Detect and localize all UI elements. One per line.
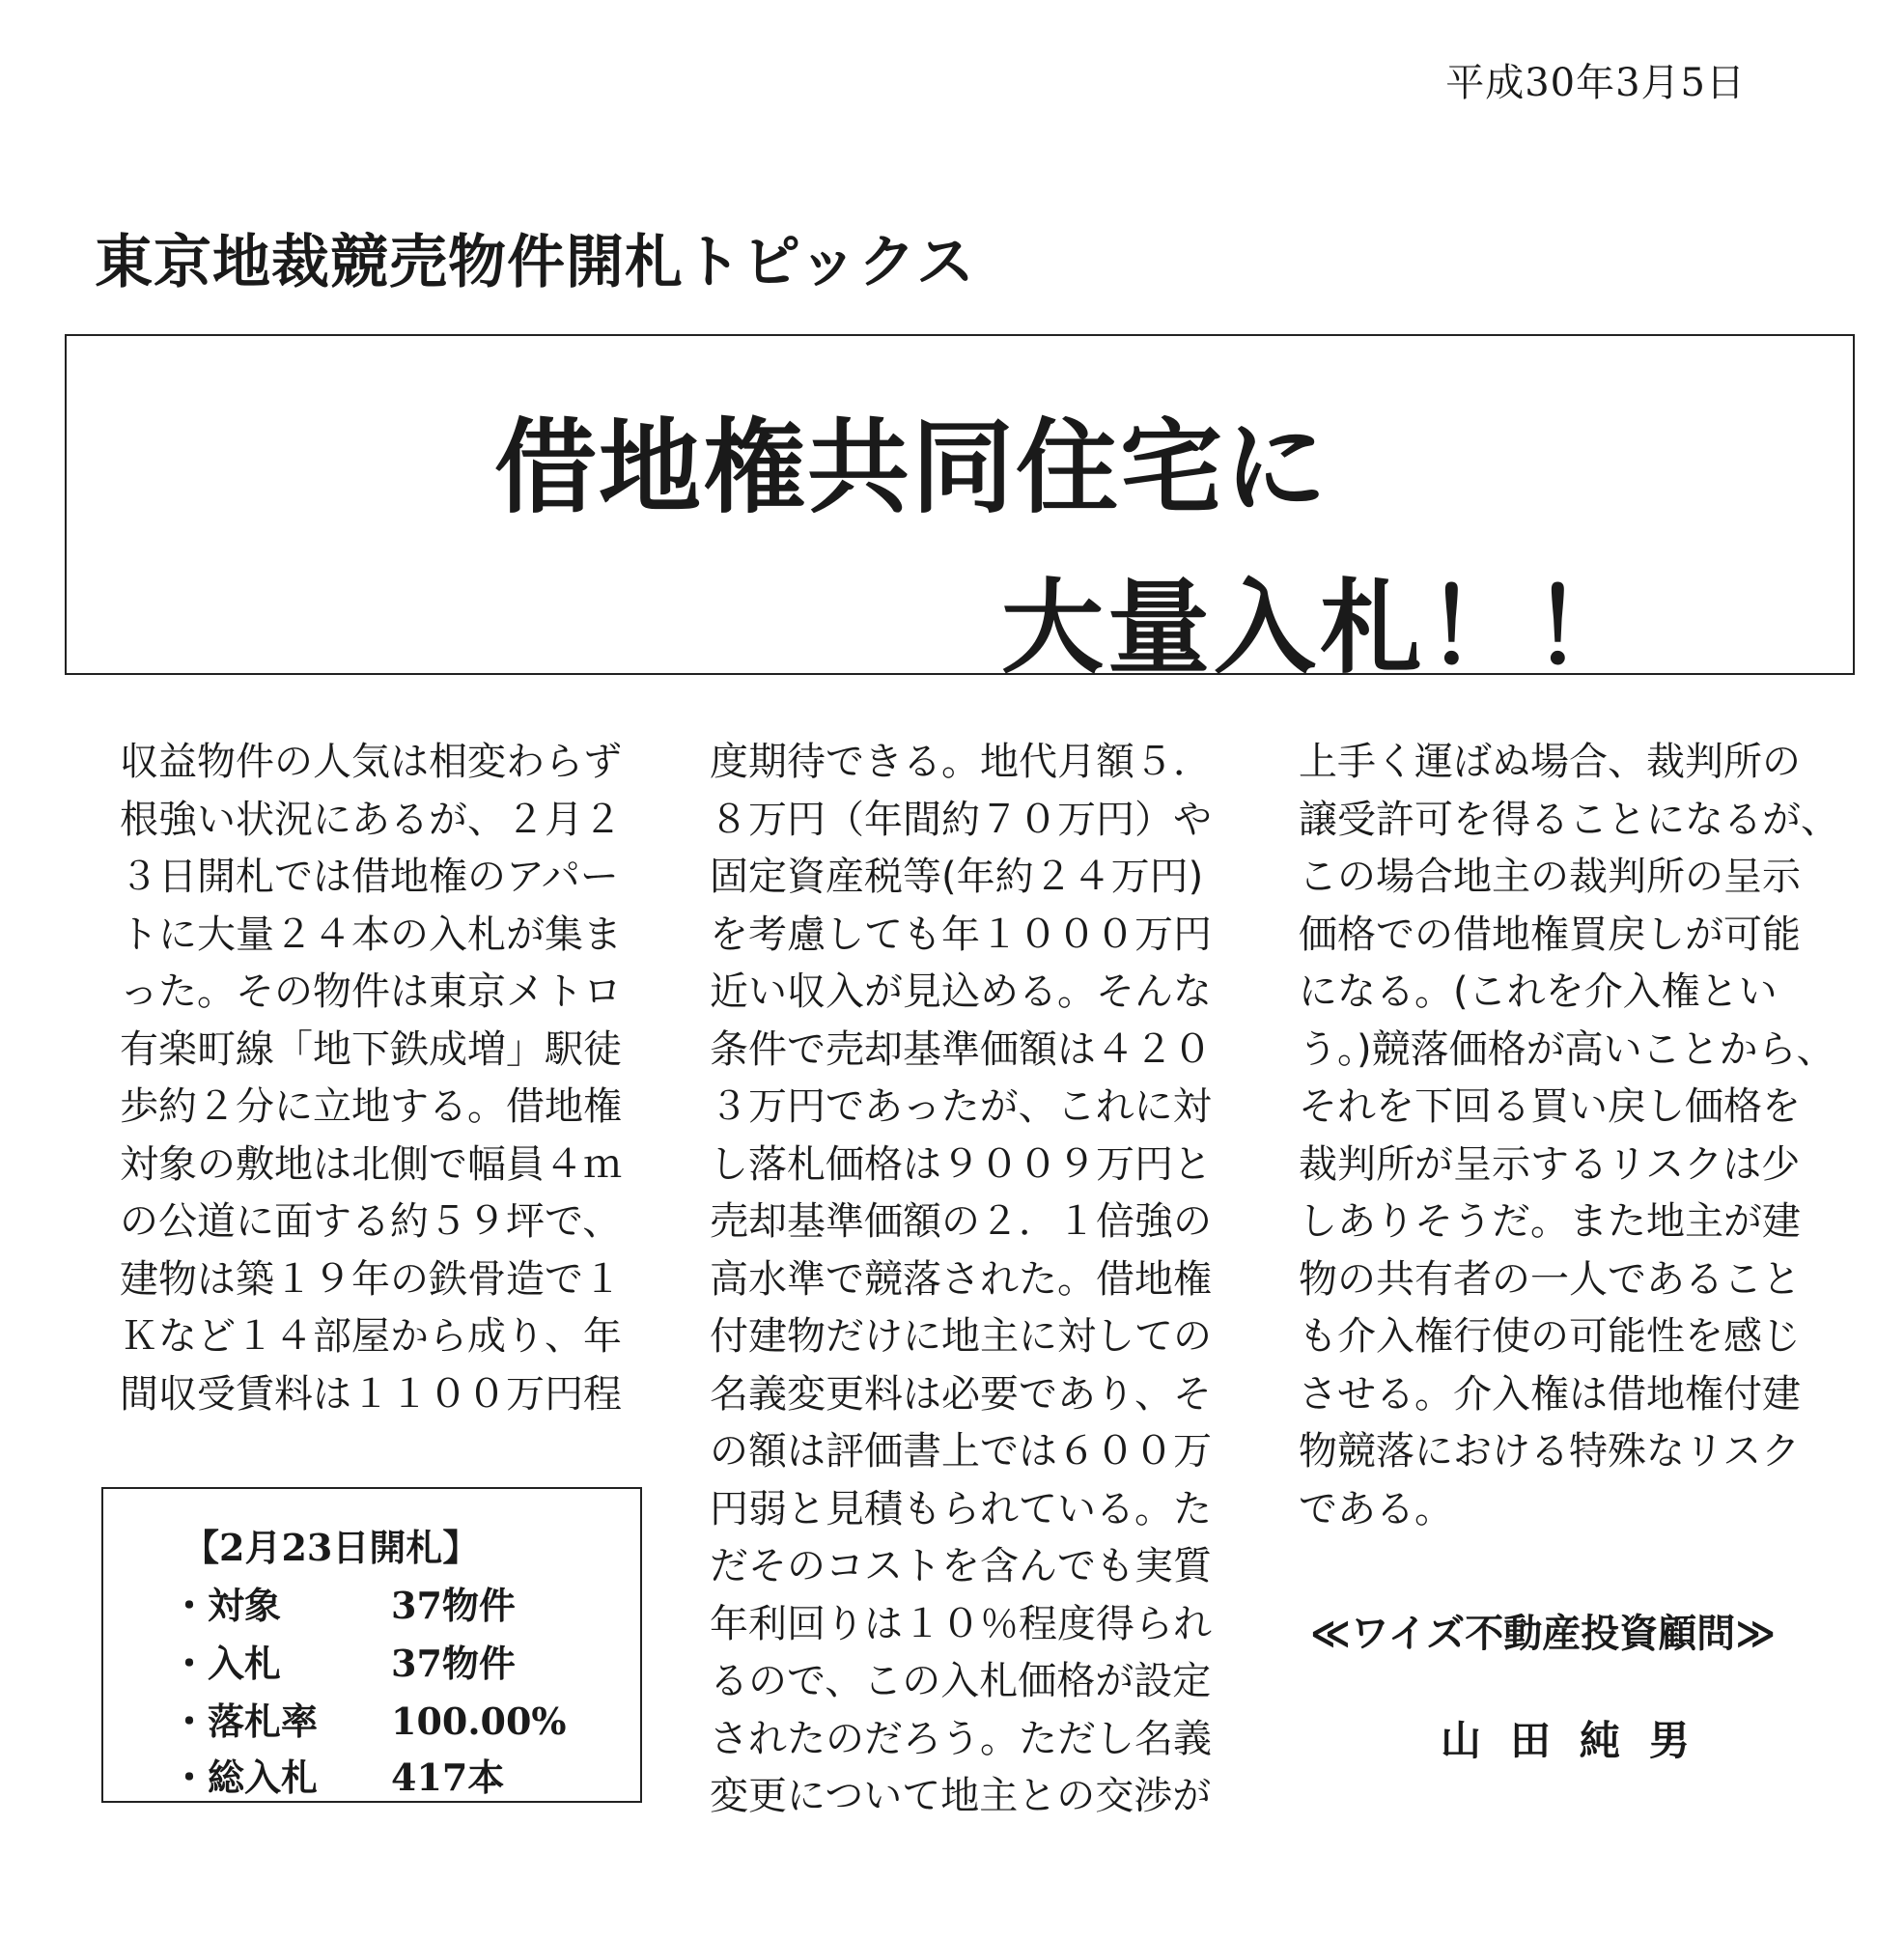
article-line: 譲受許可を得ることになるが、 (1299, 797, 1839, 842)
article-column-1 (120, 734, 622, 1423)
article-line: を考慮しても年１０００万円 (710, 912, 1212, 957)
article-line: ８万円（年間約７０万円）や (710, 797, 1212, 842)
article-line: トに大量２４本の入札が集ま (120, 912, 622, 957)
article-line: 近い収入が見込める。そんな (710, 969, 1212, 1014)
stats-value: 100.00% (391, 1699, 567, 1743)
article-column-2 (710, 734, 1212, 1826)
article-line: 対象の敷地は北側で幅員４ｍ (120, 1141, 622, 1187)
article-line: の公道に面する約５９坪で、 (120, 1199, 622, 1244)
article-line: った。その物件は東京メトロ (120, 969, 622, 1014)
article-line: 価格での借地権買戻しが可能 (1299, 912, 1801, 957)
article-line: も介入権行使の可能性を感じ (1299, 1314, 1801, 1359)
article-line: 収益物件の人気は相変わらず (120, 740, 622, 784)
article-line: るので、この入札価格が設定 (710, 1659, 1212, 1703)
stats-row-bids (171, 1634, 516, 1687)
article-line: 物競落における特殊なリスク (1299, 1429, 1801, 1474)
stats-value: 417本 (391, 1755, 505, 1799)
article-line: し落札価格は９００９万円と (710, 1141, 1212, 1187)
article-line: 裁判所が呈示するリスクは少 (1299, 1141, 1801, 1187)
publication-date: 平成30年3月5日 (1445, 61, 1746, 105)
article-line: になる。(これを介入権とい (1299, 969, 1778, 1014)
stats-label: ・総入札 (171, 1755, 319, 1799)
stats-row-total-bids (171, 1748, 504, 1801)
article-line: う。)競落価格が高いことから、 (1299, 1026, 1835, 1072)
stats-value: 37物件 (391, 1584, 516, 1627)
article-line: ３日開札では借地権のアパー (120, 855, 619, 899)
article-line: ３万円であったが、これに対 (710, 1084, 1212, 1129)
article-line: この場合地主の裁判所の呈示 (1299, 855, 1801, 899)
article-line: 高水準で競落された。借地権 (710, 1256, 1212, 1302)
article-line: それを下回る買い戻し価格を (1299, 1084, 1801, 1129)
article-line: 売却基準価額の２．１倍強の (710, 1199, 1212, 1244)
stats-value: 37物件 (391, 1642, 516, 1685)
article-line: 固定資産税等(年約２４万円) (710, 855, 1204, 899)
stats-label: ・入札 (171, 1642, 282, 1685)
article-line: させる。介入権は借地権付建 (1299, 1371, 1801, 1417)
article-line: 建物は築１９年の鉄骨造で１ (120, 1256, 622, 1302)
stats-label: ・対象 (171, 1584, 282, 1627)
article-line: 年利回りは１０％程度得られ (710, 1601, 1212, 1646)
stats-row-award-rate (171, 1692, 567, 1745)
stats-label: ・落札率 (171, 1699, 319, 1743)
article-line: 円弱と見積もられている。た (710, 1486, 1212, 1531)
article-line: 上手く運ばぬ場合、裁判所の (1299, 740, 1801, 784)
headline-line-1: 借地権共同住宅に (494, 408, 1329, 527)
article-line: Ｋなど１４部屋から成り、年 (120, 1314, 622, 1359)
article-line: 名義変更料は必要であり、そ (710, 1371, 1212, 1417)
author-organization: ≪ワイズ不動産投資顧問≫ (1310, 1612, 1777, 1656)
article-column-3 (1299, 734, 1839, 1538)
article-line: 歩約２分に立地する。借地権 (120, 1084, 622, 1129)
article-line: 条件で売却基準価額は４２０ (710, 1026, 1212, 1072)
article-line: 根強い状況にあるが、２月２ (120, 797, 622, 842)
headline-line-2: 大量入札！！ (1001, 569, 1638, 688)
series-title: 東京地裁競売物件開札トピックス (95, 229, 975, 296)
headline-box (65, 334, 1855, 688)
stats-row-target (171, 1576, 516, 1629)
article-line: 間収受賃料は１１００万円程 (120, 1371, 622, 1417)
article-line: 物の共有者の一人であること (1299, 1256, 1801, 1302)
article-line: 有楽町線「地下鉄成増」駅徒 (120, 1026, 622, 1072)
article-line: である。 (1299, 1486, 1453, 1531)
author-name: 山田純男 (1441, 1717, 1720, 1764)
article-line: 度期待できる。地代月額５． (710, 740, 1212, 784)
stats-heading: 【2月23日開札】 (182, 1526, 480, 1569)
article-line: 付建物だけに地主に対しての (710, 1314, 1212, 1359)
article-line: されたのだろう。ただし名義 (710, 1716, 1212, 1761)
article-line: の額は評価書上では６００万 (710, 1429, 1212, 1474)
article-line: だそのコストを含んでも実質 (710, 1544, 1212, 1588)
article-line: 変更について地主との交渉が (710, 1774, 1212, 1818)
auction-stats-box (101, 1487, 642, 1803)
article-line: しありそうだ。また地主が建 (1299, 1199, 1801, 1244)
